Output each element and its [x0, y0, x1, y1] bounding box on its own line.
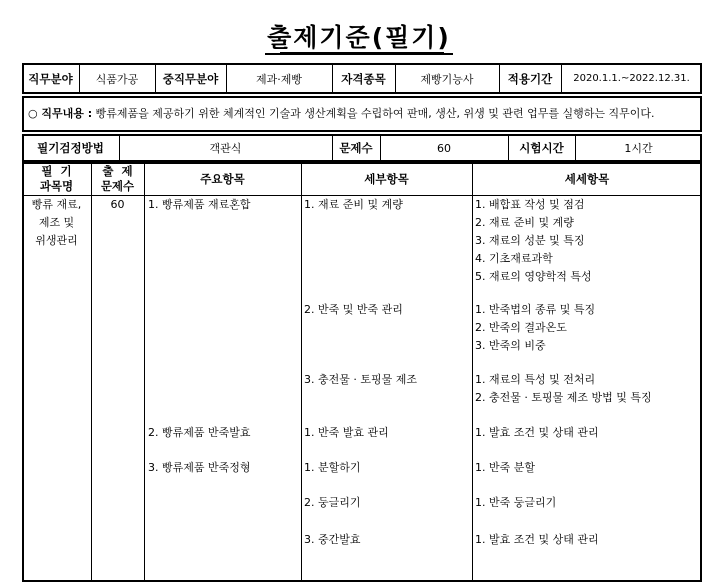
- field-label: 직무분야: [28, 71, 73, 86]
- field-value: 식품가공: [95, 72, 139, 86]
- detail-item: 1. 반죽 둥글리기: [475, 496, 557, 509]
- exam-time-value: 1시간: [624, 142, 653, 155]
- job-description-text: 빵류제품을 제공하기 위한 체계적인 기술과 생산계획을 수립하여 판매, 생산, 위생 및 관련 업무를 실행하는 직무이다.: [95, 107, 655, 120]
- cert-label: 자격종목: [341, 71, 386, 86]
- header-sub-item: 세부항목: [364, 171, 409, 186]
- detail-item: 1. 배합표 작성 및 점검: [475, 198, 585, 211]
- main-item: 1. 빵류제품 재료혼합: [148, 198, 251, 211]
- header-main-item: 주요항목: [200, 171, 245, 186]
- detail-item: 2. 반죽의 결과온도: [475, 321, 567, 334]
- header-question-count: 출 제 문제수: [100, 163, 135, 193]
- header-subject: 필 기 과목명: [39, 163, 74, 193]
- period-value: 2020.1.1.~2022.12.31.: [573, 73, 690, 84]
- job-description: [28, 105, 655, 123]
- period-label: 적용기간: [507, 71, 553, 86]
- detail-item: 2. 충전물 · 토핑물 제조 방법 및 특징: [475, 391, 652, 404]
- detail-item: 1. 발효 조건 및 상태 관리: [475, 533, 599, 546]
- sub-item: 1. 반죽 발효 관리: [304, 426, 389, 439]
- detail-item: 1. 반죽법의 종류 및 특징: [475, 303, 596, 316]
- detail-item: 5. 재료의 영양학적 특성: [475, 270, 592, 283]
- subject-question-count: 60: [110, 198, 125, 211]
- sub-item: 3. 중간발효: [304, 533, 361, 546]
- sub-item: 3. 충전물 · 토핑물 제조: [304, 373, 417, 386]
- exam-time-label: 시험시간: [519, 141, 564, 155]
- question-count-label: 문제수: [339, 141, 373, 155]
- sub-item: 1. 분할하기: [304, 461, 361, 474]
- job-description-label: ○ 직무내용 :: [28, 107, 93, 120]
- detail-item: 2. 재료 준비 및 계량: [475, 216, 574, 229]
- main-item: 3. 빵류제품 반죽정형: [148, 461, 251, 474]
- detail-item: 1. 반죽 분할: [475, 461, 535, 474]
- detail-item: 3. 반죽의 비중: [475, 339, 546, 352]
- subfield-label: 중직무분야: [162, 71, 219, 86]
- subject-name: 빵류 재료, 제조 및 위생관리: [31, 198, 82, 247]
- sub-item: 2. 반죽 및 반죽 관리: [304, 303, 403, 316]
- detail-item: 1. 재료의 특성 및 전처리: [475, 373, 596, 386]
- detail-item: 1. 발효 조건 및 상태 관리: [475, 426, 599, 439]
- sub-item: 1. 재료 준비 및 계량: [304, 198, 403, 211]
- subfield-value: 제과·제빵: [255, 72, 302, 86]
- sub-item: 2. 둥글리기: [304, 496, 361, 509]
- question-count-value: 60: [437, 141, 451, 155]
- exam-method-value: 객관식: [209, 142, 242, 155]
- exam-method-label: 필기검정방법: [37, 141, 104, 155]
- header-detail-item: 세세항목: [564, 171, 610, 186]
- detail-item: 4. 기초재료과학: [475, 252, 553, 265]
- page-title: 출제기준(필기): [0, 18, 718, 54]
- cert-value: 제빵기능사: [420, 72, 474, 86]
- detail-item: 3. 재료의 성분 및 특징: [475, 234, 585, 247]
- title-double-underline: [280, 52, 444, 53]
- main-item: 2. 빵류제품 반죽발효: [148, 426, 251, 439]
